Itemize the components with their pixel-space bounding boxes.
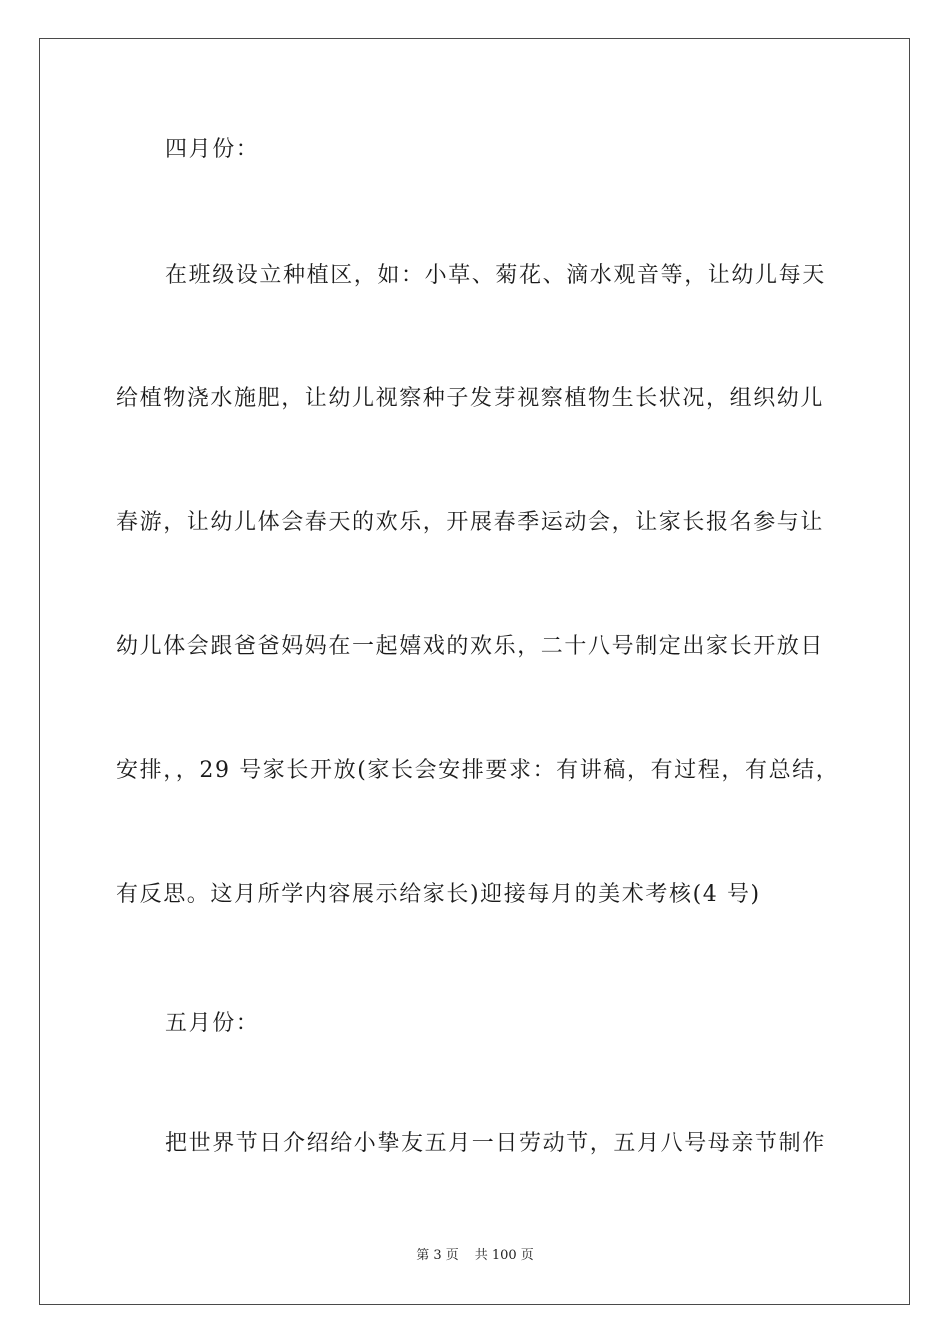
paragraph-line: 安排，，29 号家长开放(家长会安排要求：有讲稿，有过程，有总结， bbox=[116, 758, 840, 783]
page-total: 共 100 页 bbox=[474, 1248, 534, 1263]
paragraph-line: 在班级设立种植区，如：小草、菊花、滴水观音等，让幼儿每天 bbox=[165, 263, 826, 288]
paragraph-line: 有反思。这月所学内容展示给家长)迎接每月的美术考核(4 号) bbox=[116, 882, 761, 907]
page-border bbox=[39, 38, 910, 1305]
page-footer bbox=[0, 1247, 950, 1265]
section-heading-may: 五月份： bbox=[165, 1011, 260, 1036]
paragraph-line: 把世界节日介绍给小挚友五月一日劳动节，五月八号母亲节制作 bbox=[165, 1131, 826, 1156]
paragraph-line: 春游，让幼儿体会春天的欢乐，开展春季运动会，让家长报名参与让 bbox=[116, 510, 825, 535]
paragraph-line: 幼儿体会跟爸爸妈妈在一起嬉戏的欢乐，二十八号制定出家长开放日 bbox=[116, 634, 825, 659]
section-heading-april: 四月份： bbox=[165, 137, 260, 162]
paragraph-line: 给植物浇水施肥，让幼儿视察种子发芽视察植物生长状况，组织幼儿 bbox=[116, 386, 825, 411]
page-number: 第 3 页 bbox=[416, 1248, 459, 1263]
